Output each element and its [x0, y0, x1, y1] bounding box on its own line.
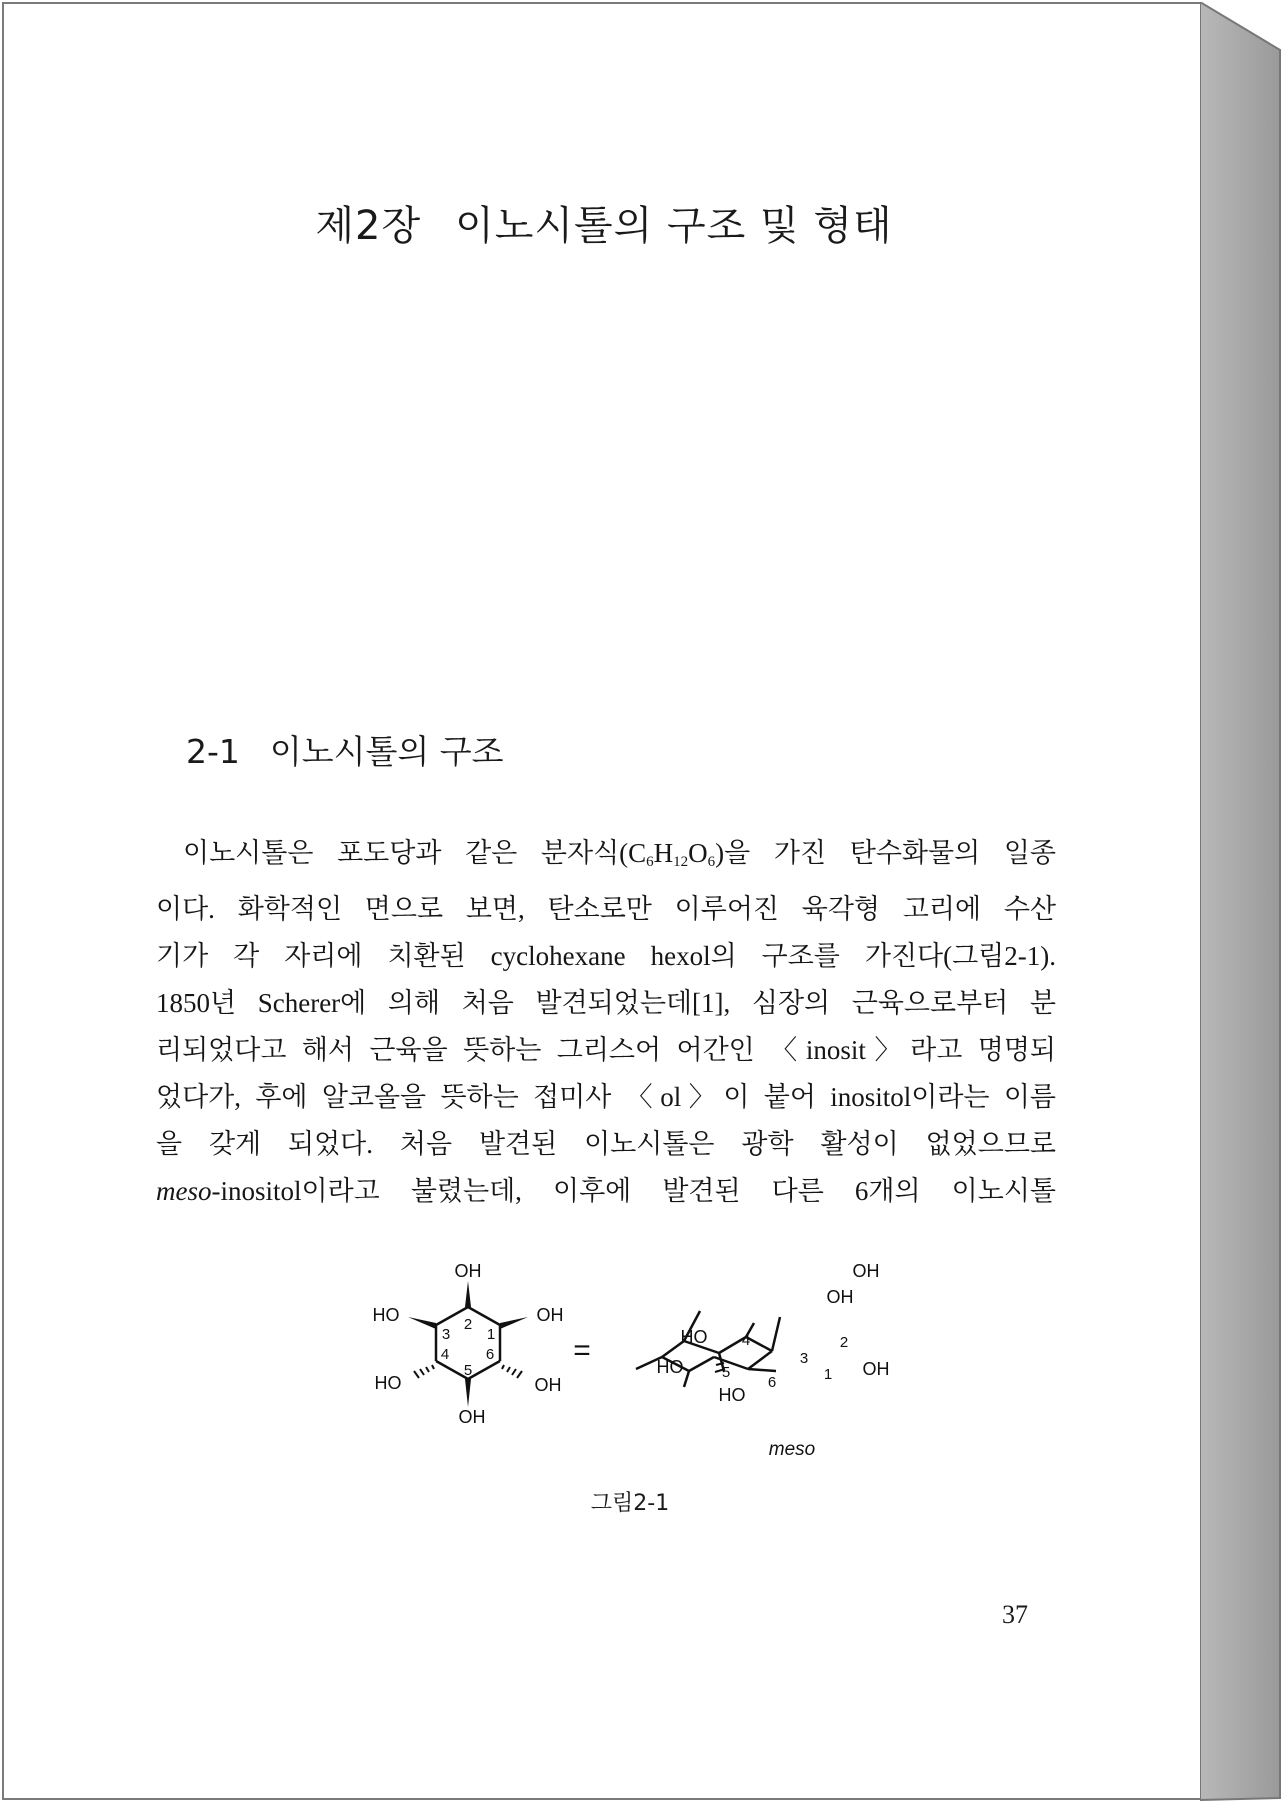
chair-carbon-5: 5 — [721, 1364, 731, 1381]
label-oh-upper-right: OH — [536, 1305, 564, 1325]
equals-sign: = — [573, 1334, 591, 1367]
chapter-title-text: 이노시톨의 구조 및 형태 — [455, 203, 893, 249]
structure-diagram — [344, 1259, 904, 1479]
carbon-1: 1 — [486, 1326, 496, 1343]
label-oh-chair-1: OH — [862, 1359, 890, 1379]
label-oh-bottom: OH — [458, 1407, 486, 1427]
book-page — [2, 2, 1202, 1800]
label-ho-chair-4: HO — [680, 1327, 708, 1347]
paragraph-line-5: 리되었다고 해서 근육을 뜻하는 그리스어 어간인 〈inosit〉라고 명명되 — [156, 1035, 1056, 1065]
chapter-number: 제2장 — [315, 203, 422, 249]
inositol-structure-figure — [344, 1259, 904, 1479]
label-ho-lower-left: HO — [374, 1373, 402, 1393]
chair-carbon-4: 4 — [741, 1332, 751, 1349]
carbon-4: 4 — [440, 1346, 450, 1363]
label-ho-upper-left: HO — [372, 1305, 400, 1325]
section-title-text: 이노시톨의 구조 — [269, 732, 504, 771]
carbon-6: 6 — [485, 1346, 495, 1363]
meso-label: meso — [768, 1439, 816, 1460]
paragraph-line-2: 이다. 화학적인 면으로 보면, 탄소로만 이루어진 육각형 고리에 수산 — [156, 894, 1056, 924]
chair-carbon-1: 1 — [823, 1366, 833, 1383]
body-paragraph — [156, 830, 1056, 1215]
book-page-edge — [1200, 2, 1284, 1804]
paragraph-line-8: meso-inositol이라고 불렸는데, 이후에 발견된 다른 6개의 이노시톨 — [156, 1176, 1056, 1206]
paragraph-line-6: 었다가, 후에 알코올을 뜻하는 접미사 〈ol〉이 붙어 inositol이라는 이름 — [156, 1082, 1056, 1112]
section-number: 2-1 — [186, 732, 240, 771]
label-oh-top: OH — [454, 1261, 482, 1281]
paragraph-line-3: 기가 각 자리에 치환된 cyclohexane hexol의 구조를 가진다(그림2-1). — [156, 941, 1056, 971]
label-oh-lower-right: OH — [534, 1375, 562, 1395]
carbon-3: 3 — [441, 1326, 451, 1343]
chair-carbon-6: 6 — [767, 1374, 777, 1391]
paragraph-line-7: 을 갖게 되었다. 처음 발견된 이노시톨은 광학 활성이 없었으므로 — [156, 1129, 1056, 1159]
label-ho-chair-5: HO — [656, 1357, 684, 1377]
page-number: 37 — [1002, 1600, 1028, 1629]
section-title — [186, 726, 504, 773]
paragraph-line-4: 1850년 Scherer에 의해 처음 발견되었는데[1], 심장의 근육으로부터 분 — [156, 988, 1056, 1018]
label-ho-chair-6: HO — [718, 1385, 746, 1405]
figure-caption: 그림2-1 — [590, 1491, 670, 1516]
carbon-2: 2 — [463, 1316, 473, 1333]
paragraph-line-1: 이노시톨은 포도당과 같은 분자식$(C_6H_{12}O_6)$을 가진 탄수화물의 일종 — [183, 838, 1056, 870]
label-oh-chair-axial: OH — [826, 1287, 854, 1307]
chapter-title — [4, 194, 1204, 251]
label-oh-chair-top: OH — [852, 1261, 880, 1281]
carbon-5: 5 — [463, 1362, 473, 1379]
chair-carbon-3: 3 — [799, 1350, 809, 1367]
chair-carbon-2: 2 — [839, 1334, 849, 1351]
